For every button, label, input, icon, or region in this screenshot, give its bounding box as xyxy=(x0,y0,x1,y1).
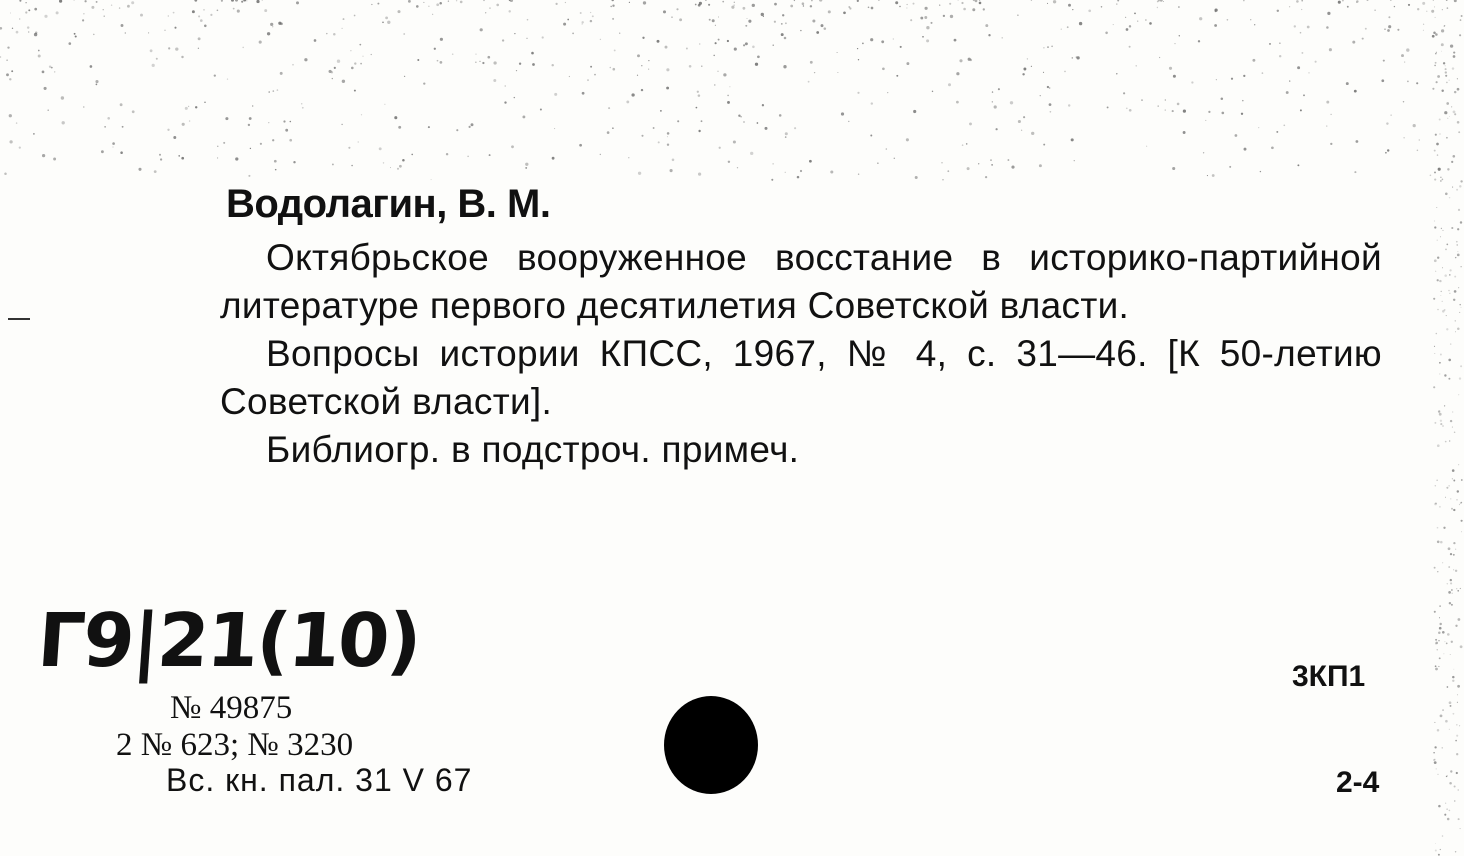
note-paragraph: Библиогр. в подстроч. примеч. xyxy=(266,429,800,470)
order-code: 2-4 xyxy=(1336,766,1380,799)
book-chamber-date: Вс. кн. пал. 31 V 67 xyxy=(166,762,473,798)
bibliographic-description xyxy=(220,234,1382,474)
scan-edge-noise xyxy=(1424,0,1464,856)
classification-code: 3КП1 xyxy=(1292,660,1366,693)
record-number: № 49875 xyxy=(170,690,293,726)
handwritten-shelfmark: Г9|21(10) xyxy=(34,598,423,684)
source-paragraph: Вопросы истории КПСС, 1967, № 4, с. 31—46. [К 50-летию Советской власти]. xyxy=(220,333,1382,422)
title-paragraph: Октябрьское вооруженное восстание в историко-партийной литературе первого десятилетия Советской власти. xyxy=(220,237,1382,326)
card-punch-hole xyxy=(664,696,758,794)
copy-numbers: 2 № 623; № 3230 xyxy=(116,727,354,763)
author-heading: Водолагин, В. М. xyxy=(226,182,551,226)
scan-speckle-noise xyxy=(0,0,1464,190)
margin-mark xyxy=(8,318,30,320)
